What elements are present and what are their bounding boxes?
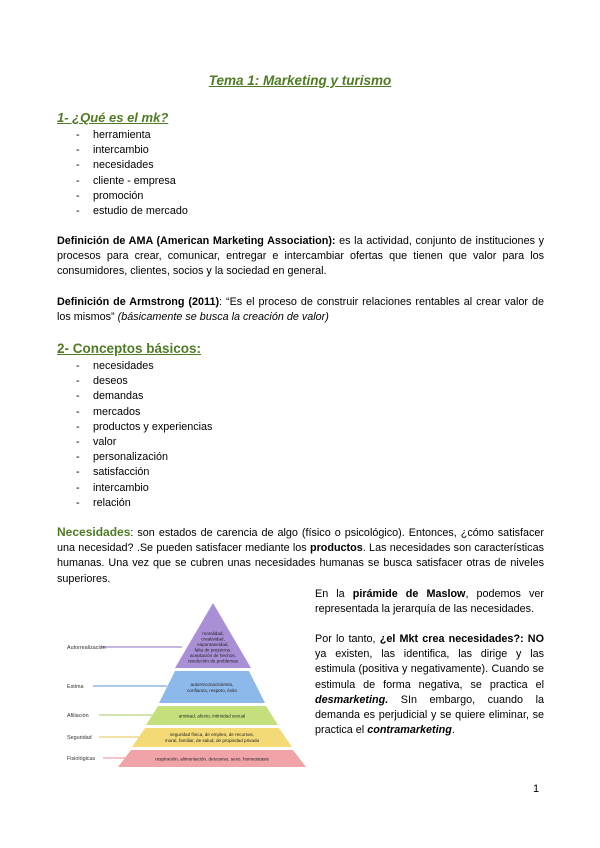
desmarketing-term: desmarketing.	[315, 693, 389, 706]
section-2-list	[76, 359, 212, 511]
pyramid-level-text: falta de prejuicios,	[194, 647, 232, 653]
pyramid-level-text: confianza, respeto, éxito	[187, 688, 237, 693]
maslow-paragraph	[315, 587, 544, 617]
pyramid-level-text: respiración, alimentación, descanso, sexo, homeostasis	[155, 756, 269, 762]
mkt-text-2: ya existen, las identifica, las dirige y las estimula (positiva y negativamente). Cuando se estimula de forma negativa, se practica el	[315, 648, 544, 691]
section-2-heading: 2- Conceptos básicos:	[57, 341, 202, 356]
pyramid-label: Estima	[67, 684, 84, 690]
productos-term: productos	[309, 542, 363, 555]
mkt-text: Por lo tanto,	[315, 633, 380, 645]
pyramid-label: Afiliación	[67, 713, 89, 719]
necesidades-paragraph	[57, 525, 544, 587]
pyramid-level-text: moral, familiar, de salud, de propiedad privada	[164, 738, 260, 743]
armstrong-label: Definición de Armstrong (2011)	[57, 296, 220, 308]
pyramid-level-text: moralidad,	[202, 631, 224, 636]
list-item: - necesidades	[76, 158, 188, 173]
list-item: - productos y experiencias	[76, 420, 212, 435]
necesidades-text-2: . Las necesidades son características humanas. Una vez que se cubren unas necesidades humanas se busca satisfacer otras de niveles superiores.	[57, 542, 544, 585]
pyramid-level-text: amistad, afecto, intimidad sexual	[178, 713, 246, 719]
page-number: 1	[533, 783, 540, 795]
mkt-question: ¿el Mkt crea necesidades?: NO	[379, 633, 544, 645]
pyramid-level-4	[159, 671, 265, 703]
pyramid-level-text: creatividad,	[201, 636, 225, 642]
list-item: - personalización	[76, 450, 212, 465]
section-1-heading: 1- ¿Qué es el mk?	[57, 110, 169, 125]
mkt-text-3: SIn embargo, cuando la demanda es perjudicial y se quiere eliminar, se practica el	[315, 693, 544, 737]
ama-label: Definición de AMA (American Marketing Association):	[57, 235, 336, 247]
maslow-term: pirámide de Maslow	[352, 588, 466, 600]
armstrong-note: (básicamente se busca la creación de valor)	[117, 311, 329, 324]
necesidades-label: Necesidades	[57, 525, 131, 539]
pyramid-label: Fisiológicas	[67, 756, 96, 762]
ama-text: es la actividad, conjunto de instituciones y procesos para crear, comunicar, entregar e intercambiar ofertas que tienen que valor para los consumidores, clientes, socios y la sociedad en general.	[57, 235, 544, 278]
list-item: - mercados	[76, 405, 212, 420]
ama-definition	[57, 234, 544, 280]
list-item: - cliente - empresa	[76, 174, 188, 189]
list-item: - satisfacción	[76, 465, 212, 480]
pyramid-level-text: resolución de problemas	[187, 658, 239, 664]
list-item: - valor	[76, 435, 212, 450]
pyramid-level-text: seguridad física, de empleo, de recursos,	[169, 732, 255, 737]
list-item: - intercambio	[76, 143, 188, 158]
armstrong-definition	[57, 295, 544, 325]
list-item: - intercambio	[76, 481, 212, 496]
maslow-text-2: , podemos ver representada la jerarquía de las necesidades.	[315, 588, 544, 616]
pyramid-level-text: aceptación de hechos,	[190, 653, 236, 658]
list-item: - deseos	[76, 374, 212, 389]
list-item: - herramienta	[76, 128, 188, 143]
contramarketing-term: contramarketing	[367, 724, 452, 737]
armstrong-text: : “Es el proceso de construir relaciones rentables al crear valor de los mismos”	[57, 296, 544, 324]
pyramid-label: Autorrealización	[67, 645, 106, 651]
pyramid-label: Seguridad	[67, 735, 92, 741]
pyramid-level-text: espontaneidad,	[197, 642, 229, 647]
pyramid-level-text: autorreconocimiento,	[190, 682, 234, 687]
list-item: - relación	[76, 496, 212, 511]
mkt-text-4: .	[451, 724, 455, 737]
maslow-pyramid	[65, 600, 310, 772]
list-item: - promoción	[76, 189, 188, 204]
necesidades-text: : son estados de carencia de algo (físico o psicológico). Entonces, ¿cómo satisfacer una necesidad? .Se pueden satisfacer mediante los	[57, 527, 544, 555]
list-item: - demandas	[76, 389, 212, 404]
list-item: - estudio de mercado	[76, 204, 188, 219]
maslow-text: En la	[315, 588, 353, 600]
page-title: Tema 1: Marketing y turismo	[208, 73, 392, 88]
mkt-paragraph	[315, 632, 544, 738]
section-1-list	[76, 128, 188, 219]
list-item: - necesidades	[76, 359, 212, 374]
